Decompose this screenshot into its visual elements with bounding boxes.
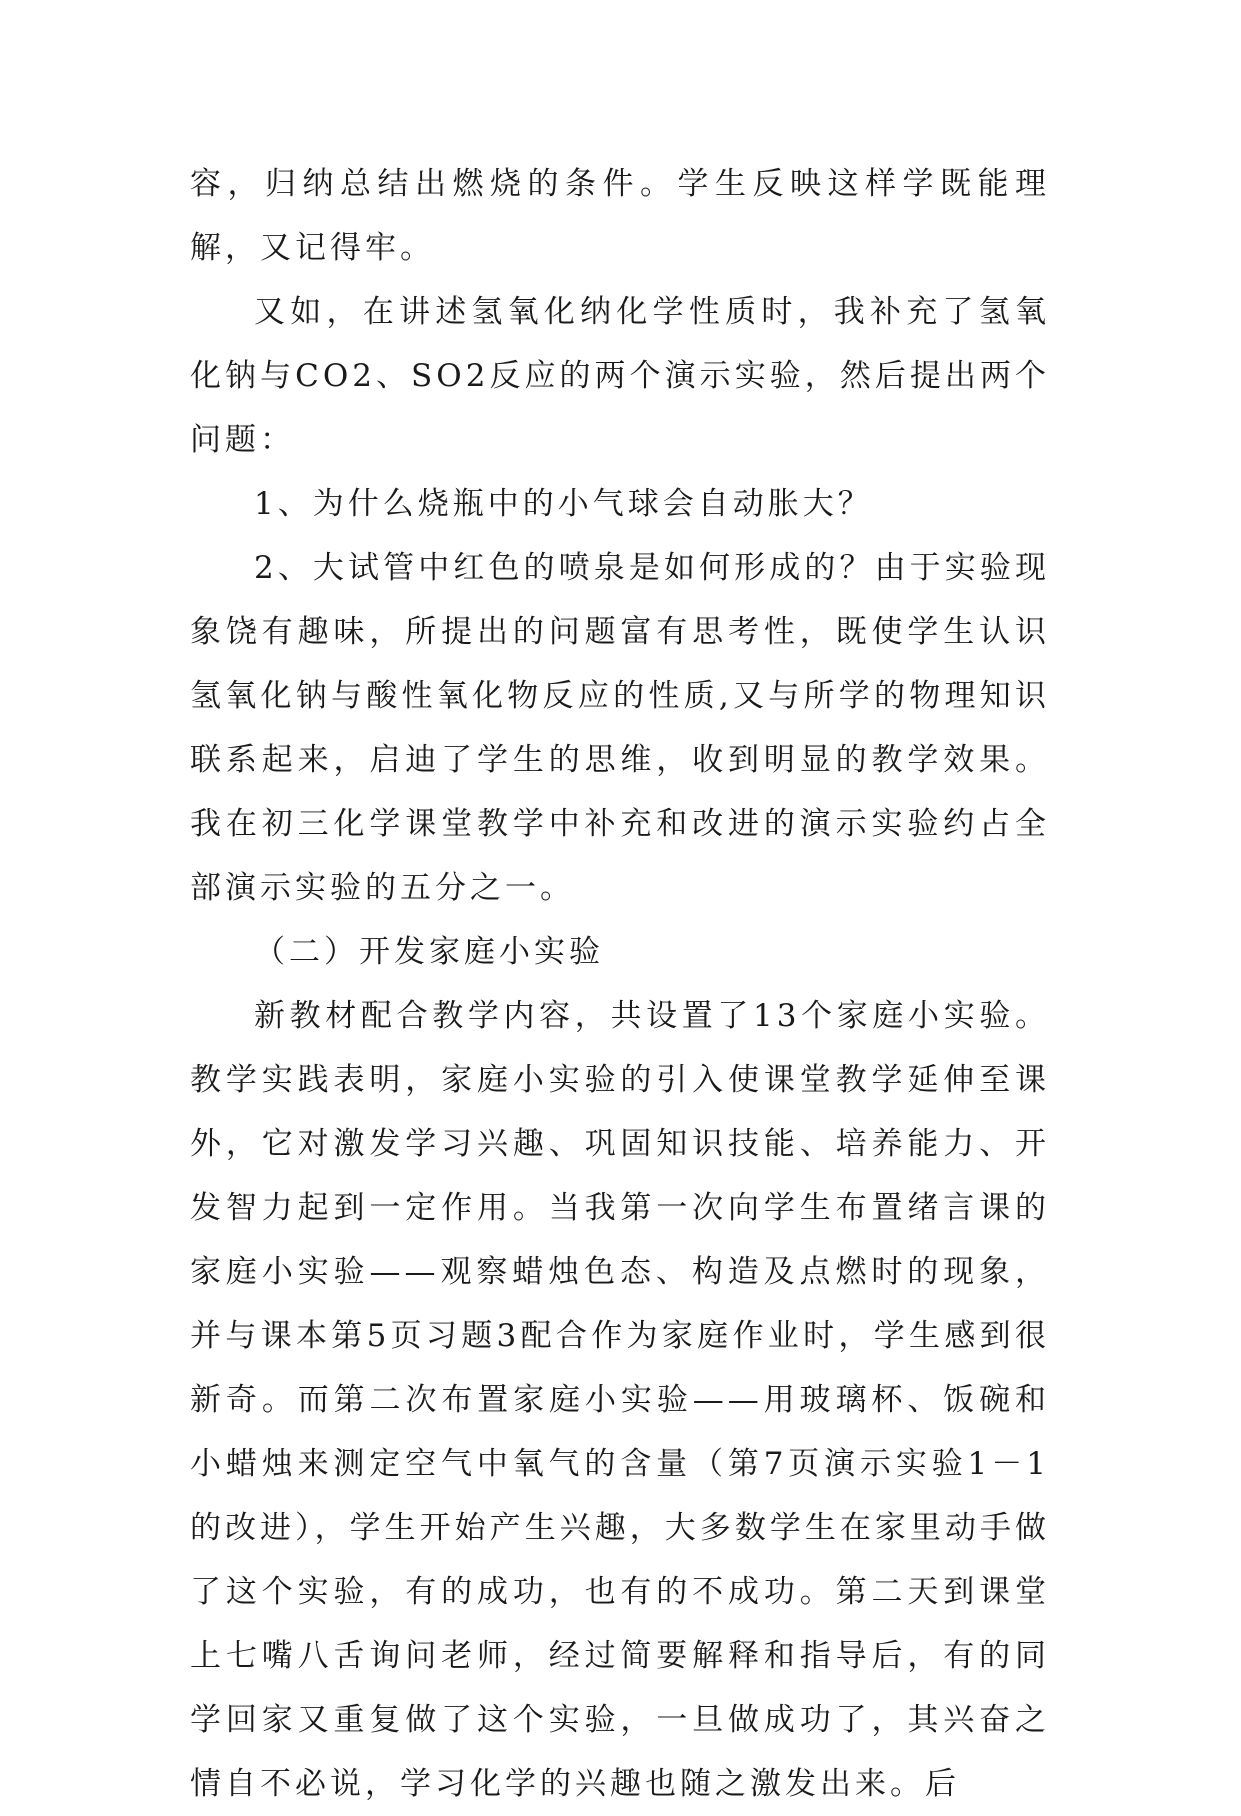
paragraph-question-2: 2、大试管中红色的喷泉是如何形成的？由于实验现象饶有趣味，所提出的问题富有思考性，既使学生认识氢氧化钠与酸性氧化物反应的性质,又与所学的物理知识联系起来，启迪了学生的思维，收到明显的教学效果。我在初三化学课堂教学中补充和改进的演示实验约占全部演示实验的五分之一。	[190, 550, 1050, 906]
paragraph-question-1: 1、为什么烧瓶中的小气球会自动胀大？	[254, 486, 873, 522]
paragraph-naoh-intro: 又如，在讲述氢氧化纳化学性质时，我补充了氢氧化钠与CO2、SO2反应的两个演示实验，然后提出两个问题：	[190, 294, 1050, 458]
document-body	[190, 152, 1050, 1816]
paragraph-continuation: 容，归纳总结出燃烧的条件。学生反映这样学既能理解，又记得牢。	[190, 166, 1050, 266]
section-heading: （二）开发家庭小实验	[254, 934, 604, 970]
paragraph-home-experiments: 新教材配合教学内容，共设置了13个家庭小实验。教学实践表明，家庭小实验的引入使课堂教学延伸至课外，它对激发学习兴趣、巩固知识技能、培养能力、开发智力起到一定作用。当我第一次向学生布置绪言课的家庭小实验——观察蜡烛色态、构造及点燃时的现象，并与课本第5页习题3配合作为家庭作业时，学生感到很新奇。而第二次布置家庭小实验——用玻璃杯、饭碗和小蜡烛来测定空气中氧气的含量（第7页演示实验1－1的改进），学生开始产生兴趣，大多数学生在家里动手做了这个实验，有的成功，也有的不成功。第二天到课堂上七嘴八舌询问老师，经过简要解释和指导后，有的同学回家又重复做了这个实验，一旦做成功了，其兴奋之情自不必说，学习化学的兴趣也随之激发出来。后	[190, 998, 1050, 1802]
